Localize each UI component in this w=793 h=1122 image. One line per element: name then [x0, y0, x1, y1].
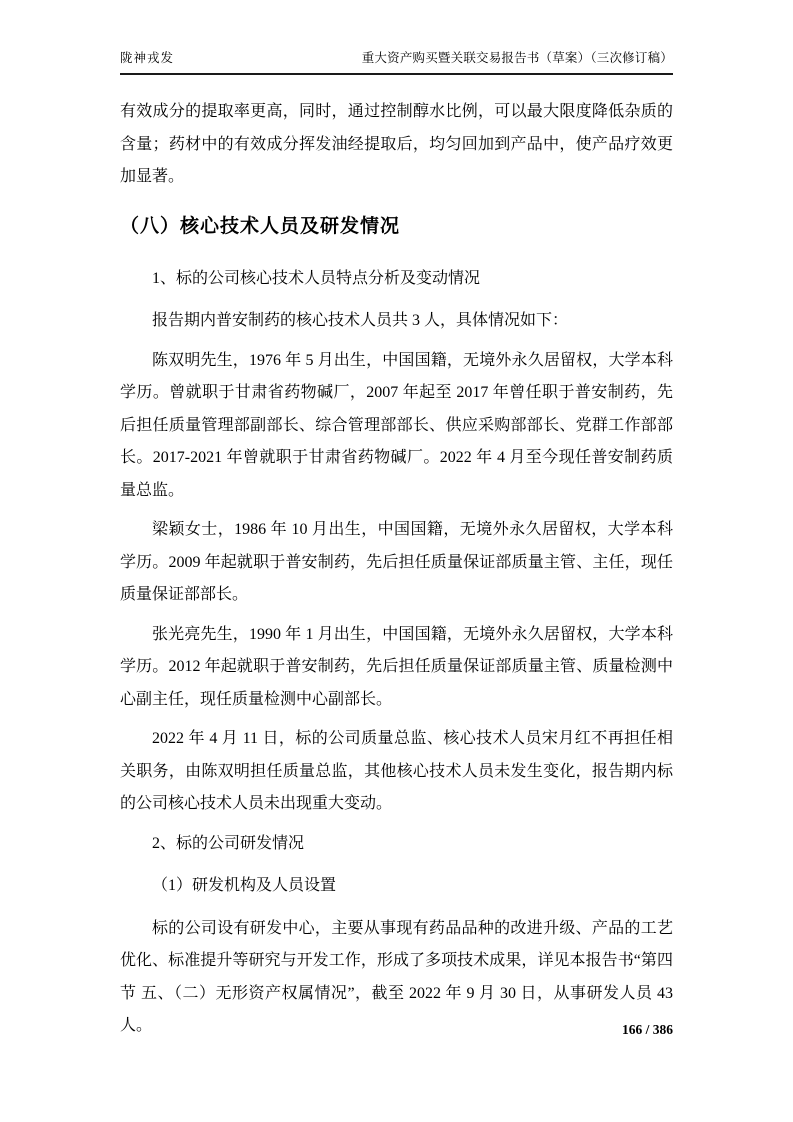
subsection-2-title: 2、标的公司研发情况 [152, 834, 305, 852]
page-footer [622, 1022, 673, 1038]
document-body [120, 96, 673, 1043]
header-report-title: 重大资产购买暨关联交易报告书（草案）（三次修订稿） [361, 51, 673, 65]
paragraph-person-zhangguangliang: 张光亮先生，1990 年 1 月出生，中国国籍，无境外永久居留权，大学本科学历。2012 年起就职于普安制药，先后担任质量保证部质量主管、质量检测中心副主任，现任质量检测中心副部长。 [120, 625, 673, 708]
page-number: 166 / 386 [621, 1022, 673, 1037]
paragraph-person-liangying: 梁颖女士，1986 年 10 月出生，中国国籍，无境外永久居留权，大学本科学历。2009 年起就职于普安制药，先后担任质量保证部质量主管、主任，现任质量保证部部长。 [120, 521, 673, 603]
paragraph-rd-center: 标的公司设有研发中心，主要从事现有药品品种的改进升级、产品的工艺优化、标准提升等研究与开发工作，形成了多项技术成果，详见本报告书“第四节 五、（二）无形资产权属情况”，截至 2022 年 9 月 30 日，从事研发人员 43 人。 [120, 919, 673, 1034]
paragraph-person-chenshuangming: 陈双明先生，1976 年 5 月出生，中国国籍，无境外永久居留权，大学本科学历。曾就职于甘肃省药物碱厂，2007 年起至 2017 年曾任职于普安制药，先后担任质量管理部副部长、综合管理部部长、供应采购部部长、党群工作部部长。2017-2021 年曾就职于甘肃省药物碱厂。2022 年 4 月至今现任普安制药质量总监。 [120, 351, 673, 499]
section-heading: （八）核心技术人员及研发情况 [120, 215, 401, 237]
header-company-name: 陇神戎发 [120, 51, 175, 65]
paragraph-personnel-change-note: 2022 年 4 月 11 日，标的公司质量总监、核心技术人员宋月红不再担任相关职务，由陈双明担任质量总监，其他核心技术人员未发生变化，报告期内标的公司核心技术人员未出现重大变动。 [120, 730, 673, 812]
paragraph-personnel-overview: 报告期内普安制药的核心技术人员共 3 人，具体情况如下： [152, 312, 569, 329]
paragraph-continuation: 有效成分的提取率更高，同时，通过控制醇水比例，可以最大限度降低杂质的含量；药材中的有效成分挥发油经提取后，均匀回加到产品中，使产品疗效更加显著。 [120, 103, 673, 185]
subsection-1-title: 1、标的公司核心技术人员特点分析及变动情况 [152, 269, 481, 287]
subsection-2-1-title: （1）研发机构及人员设置 [152, 877, 337, 894]
page-header [120, 0, 673, 75]
